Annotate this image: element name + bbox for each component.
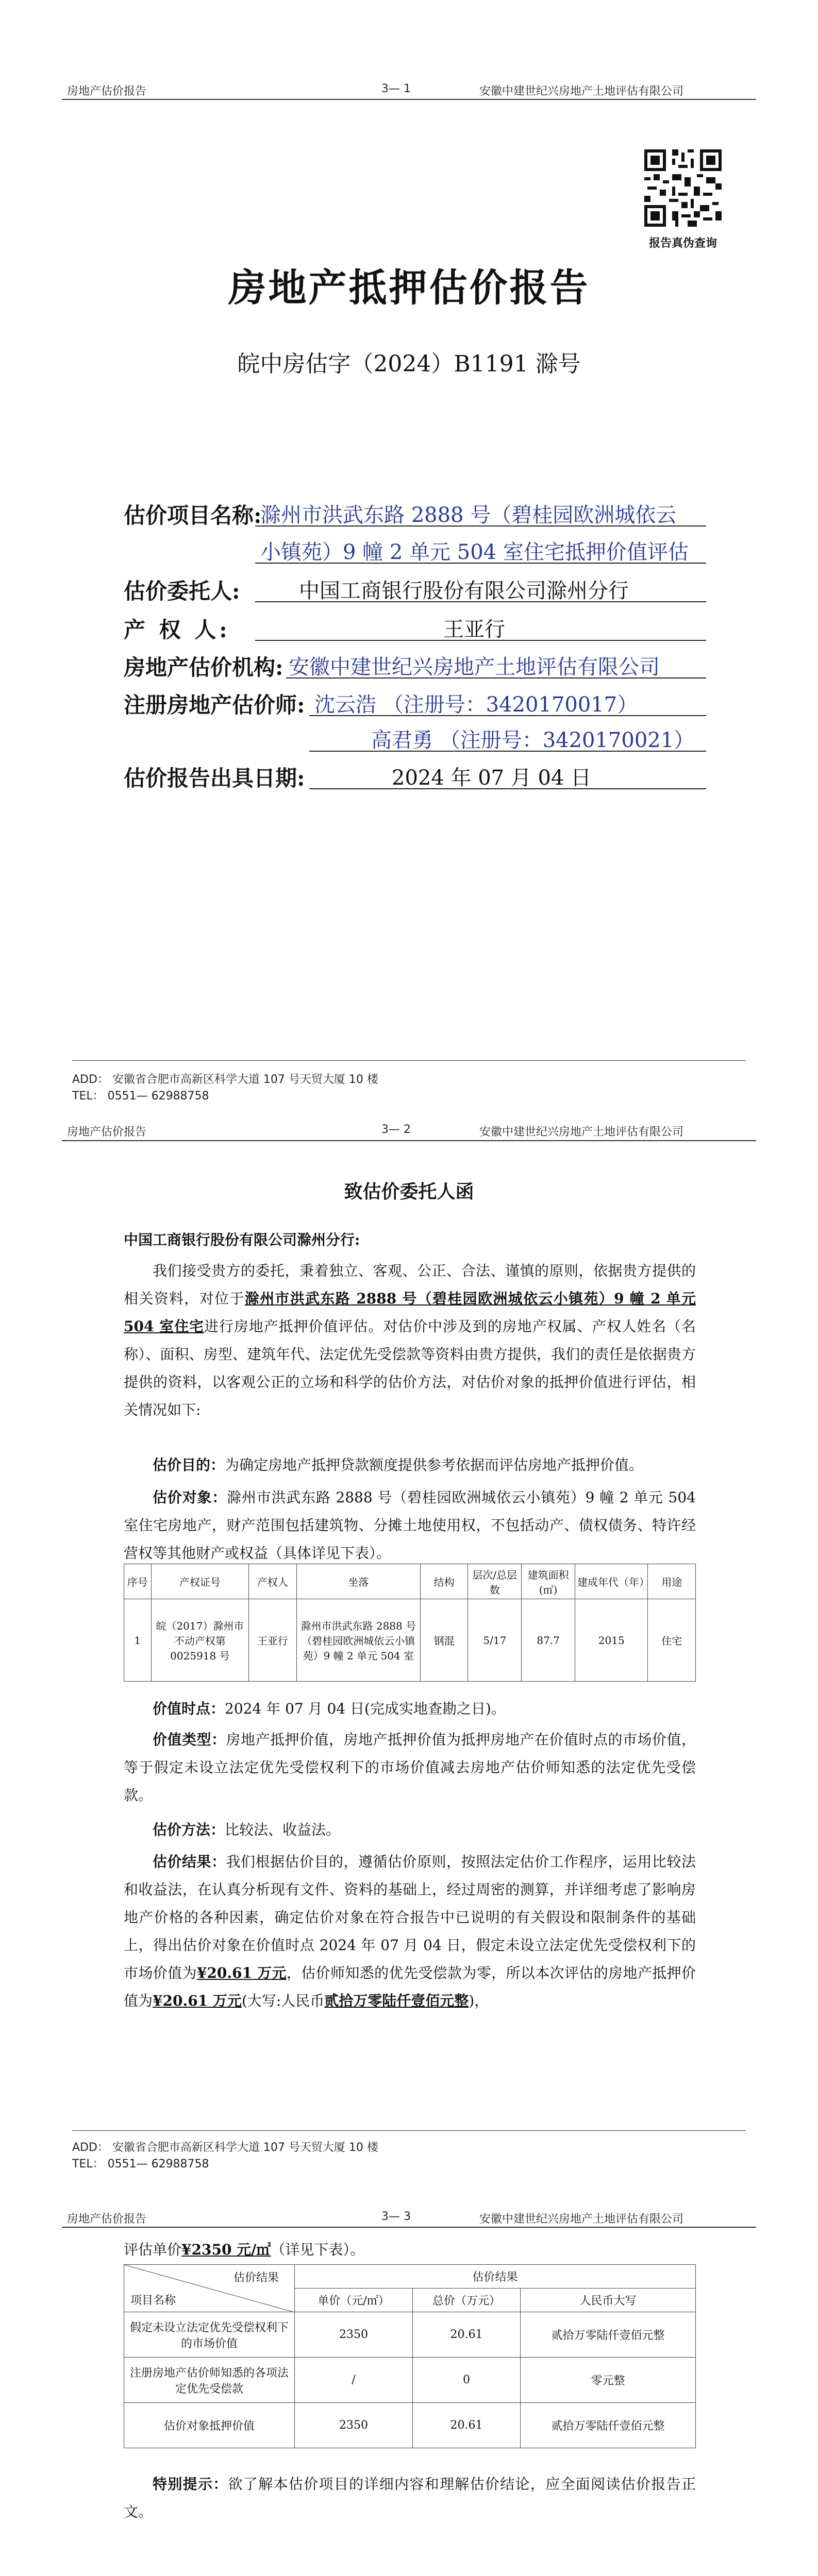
page-1: [0, 0, 818, 1103]
header-rule: [62, 2227, 756, 2228]
page-2: [0, 1100, 818, 2200]
page-number: 3— 3: [381, 2210, 411, 2223]
th-total-price: 总价（万元）: [413, 2289, 521, 2312]
th-use: 用途: [648, 1564, 696, 1599]
page-3: [0, 2200, 818, 2576]
footer-address: ADD： 安徽省合肥市高新区科学大道 107 号天贸大厦 10 楼: [72, 2141, 378, 2154]
cell-item: 估价对象抵押价值: [124, 2403, 295, 2448]
object-paragraph: [124, 1484, 696, 1567]
cell-floors: 5/17: [468, 1599, 522, 1682]
corner-bottom-label: 项目名称: [130, 2294, 176, 2307]
owner-label: 产 权 人:: [124, 617, 230, 642]
method-text: 比较法、收益法。: [225, 1821, 341, 1838]
agency-underline: [286, 677, 706, 679]
result-text-c: (大写:人民币: [241, 1992, 325, 2009]
table-row: [124, 1599, 696, 1682]
cell-total: 20.61: [413, 2403, 521, 2448]
p1-address: 滁州市洪武东路 2888 号（碧桂园欧洲城依云小镇苑）9 幢 2 单元 504 室住宅: [124, 1290, 696, 1335]
client-value: 中国工商银行股份有限公司滁州分行: [299, 579, 629, 603]
time-label: 价值时点：: [153, 1700, 225, 1717]
result-mortgage-value: ¥20.61 万元: [153, 1992, 242, 2009]
appraiser-underline-2: [309, 751, 706, 752]
method-label: 估价方法：: [153, 1821, 225, 1838]
project-line-2: 小镇苑）9 幢 2 单元 504 室住宅抵押价值评估: [260, 540, 689, 564]
header-left: 房地产估价报告: [67, 85, 147, 98]
th-location: 坐落: [296, 1564, 420, 1599]
page-number: 3— 2: [381, 1123, 411, 1136]
cell-structure: 钢混: [420, 1599, 468, 1682]
p1-text-a: 我们接受贵方的委托，秉着独立、客观、公正、合法、谨慎的原则，依据贵方提供的相关资料，对位于: [124, 1262, 696, 1307]
time-text: 2024 年 07 月 04 日(完成实地查勘之日)。: [225, 1700, 506, 1717]
th-index: 序号: [124, 1564, 152, 1599]
special-tip-text: 欲了解本估价项目的详细内容和理解估价结论，应全面阅读估价报告正文。: [124, 2476, 696, 2520]
cell-year: 2015: [575, 1599, 648, 1682]
corner-top-label: 估价结果: [233, 2272, 279, 2284]
header-rule: [62, 1140, 756, 1141]
cell-words: 零元整: [521, 2358, 696, 2403]
date-underline: [309, 788, 706, 789]
footer-rule: [72, 1060, 746, 1061]
result-label: 估价结果：: [153, 1853, 226, 1870]
qr-code[interactable]: [644, 149, 722, 227]
appraiser-underline-1: [309, 715, 706, 716]
th-year: 建成年代（年）: [575, 1564, 648, 1599]
th-unit-price: 单价（元/㎡）: [295, 2289, 413, 2312]
header-right: 安徽中建世纪兴房地产土地评估有限公司: [479, 85, 684, 98]
method-paragraph: [124, 1816, 696, 1844]
result-paragraph: [124, 1848, 696, 2015]
p1-text-c: 进行房地产抵押价值评估。对估价中涉及到的房地产权属、产权人姓名（名称）、面积、房型、建筑年代、法定优先受偿款等资料由贵方提供，我们的责任是依据贵方提供的资料，以客观公正的立场和科学的估价方法，对估价对象的抵押价值进行评估，相关情况如下:: [124, 1318, 696, 1418]
client-label: 估价委托人:: [124, 579, 240, 604]
th-floors: 层次/总层数: [468, 1564, 522, 1599]
unit-price-value: ¥2350 元/㎡: [181, 2241, 271, 2258]
cell-location: 滁州市洪武东路 2888 号（碧桂园欧洲城依云小镇苑）9 幢 2 单元 504 室: [296, 1599, 420, 1682]
special-tip-label: 特别提示：: [153, 2476, 228, 2493]
object-text: 滁州市洪武东路 2888 号（碧桂园欧洲城依云小镇苑）9 幢 2 单元 504 室住宅房地产，财产范围包括建筑物、分摊土地使用权，不包括动产、债权债务、特许经营权等其他财产或权益（具体详见下表）。: [124, 1489, 696, 1562]
appraiser-1: 沈云浩 （注册号：3420170017）: [314, 693, 638, 717]
cell-cert: 皖（2017）滁州市不动产权第0025918 号: [151, 1599, 249, 1682]
time-paragraph: [124, 1695, 696, 1723]
object-label: 估价对象：: [153, 1489, 227, 1506]
purpose-paragraph: [124, 1451, 696, 1479]
result-text-a: 我们根据估价目的，遵循估价原则，按照法定估价工作程序，运用比较法和收益法，在认真分析现有文件、资料的基础上，经过周密的测算，并详细考虑了影响房地产价格的各种因素，确定估价对象在符合报告中已说明的有关假设和限制条件的基础上，得出估价对象在价值时点 2024 年 07 月 04 日，假定未设立法定优先受偿权利下的市场价值为: [124, 1853, 696, 1981]
footer-tel: TEL： 0551— 62988758: [72, 2158, 209, 2171]
owner-underline: [255, 640, 706, 641]
th-rmb-words: 人民币大写: [521, 2289, 696, 2312]
cell-use: 住宅: [648, 1599, 696, 1682]
unit-price-label: 评估单价: [124, 2241, 182, 2258]
result-market-value: ¥20.61 万元: [196, 1964, 287, 1981]
cell-words: 贰拾万零陆仟壹佰元整: [521, 2403, 696, 2448]
unit-price-line: [124, 2239, 364, 2259]
cell-item: 注册房地产估价师知悉的各项法定优先受偿款: [124, 2358, 295, 2403]
cell-owner: 王亚行: [249, 1599, 296, 1682]
result-table-header-1: [124, 2265, 696, 2289]
agency-label: 房地产估价机构:: [124, 655, 283, 680]
result-table: [124, 2264, 696, 2448]
cell-total: 20.61: [413, 2312, 521, 2358]
client-underline: [255, 601, 706, 602]
special-tip: [124, 2470, 696, 2526]
header-rule: [62, 99, 756, 100]
table-row: [124, 2358, 696, 2403]
purpose-label: 估价目的：: [153, 1456, 225, 1473]
project-underline-1: [255, 526, 706, 527]
cell-unit: 2350: [295, 2312, 413, 2358]
letter-title: 致估价委托人函: [344, 1181, 474, 1202]
property-table: [124, 1564, 696, 1682]
qr-code-icon: [644, 149, 722, 227]
report-title: 房地产抵押估价报告: [228, 266, 590, 310]
table-row: [124, 2403, 696, 2448]
agency-value: 安徽中建世纪兴房地产土地评估有限公司: [289, 655, 660, 679]
property-table-header: [124, 1564, 696, 1599]
result-value-words: 贰拾万零陆仟壹佰元整: [324, 1992, 469, 2009]
project-underline-2: [255, 563, 706, 564]
unit-price-note: （详见下表）。: [271, 2241, 365, 2258]
cell-item: 假定未设立法定优先受偿权利下的市场价值: [124, 2312, 295, 2358]
th-area: 建筑面积(㎡): [522, 1564, 575, 1599]
footer-address: ADD： 安徽省合肥市高新区科学大道 107 号天贸大厦 10 楼: [72, 1073, 378, 1086]
type-paragraph: [124, 1726, 696, 1809]
th-structure: 结构: [420, 1564, 468, 1599]
header-left: 房地产估价报告: [67, 2213, 147, 2226]
purpose-text: 为确定房地产抵押贷款额度提供参考依据而评估房地产抵押价值。: [225, 1456, 644, 1473]
result-text-b: ，估价师知悉的优先受偿款为零，所以本次评估的房地产抵押价值为: [124, 1964, 696, 2009]
header-left: 房地产估价报告: [67, 1126, 147, 1139]
cell-index: 1: [124, 1599, 152, 1682]
cell-total: 0: [413, 2358, 521, 2403]
type-label: 价值类型：: [153, 1731, 226, 1748]
page-footer: [72, 2140, 378, 2173]
result-text-d: )，: [469, 1992, 489, 2009]
table-row: [124, 2312, 696, 2358]
th-owner: 产权人: [249, 1564, 296, 1599]
cell-unit: /: [295, 2358, 413, 2403]
date-value: 2024 年 07 月 04 日: [392, 766, 592, 790]
cell-words: 贰拾万零陆仟壹佰元整: [521, 2312, 696, 2358]
header-right: 安徽中建世纪兴房地产土地评估有限公司: [479, 2213, 684, 2226]
page-number: 3— 1: [381, 82, 411, 95]
report-number: 皖中房估字（2024）B1191 滁号: [237, 351, 581, 377]
date-label: 估价报告出具日期:: [124, 766, 305, 791]
result-group-header: 估价结果: [295, 2265, 696, 2289]
letter-paragraph-1: [124, 1257, 696, 1424]
project-label: 估价项目名称:: [124, 503, 262, 528]
result-table-corner: [124, 2265, 295, 2312]
cell-unit: 2350: [295, 2403, 413, 2448]
appraiser-2: 高君勇 （注册号：3420170021）: [371, 728, 695, 752]
owner-value: 王亚行: [443, 618, 505, 641]
footer-rule: [72, 2130, 746, 2131]
type-text: 房地产抵押价值，房地产抵押价值为抵押房地产在价值时点的市场价值，等于假定未设立法定优先受偿权利下的市场价值减去房地产估价师知悉的法定优先受偿款。: [124, 1731, 696, 1804]
letter-addressee: 中国工商银行股份有限公司滁州分行:: [124, 1231, 360, 1248]
project-line-1: 滁州市洪武东路 2888 号（碧桂园欧洲城依云: [260, 503, 677, 527]
footer-tel: TEL： 0551— 62988758: [72, 1090, 209, 1103]
qr-caption: 报告真伪查询: [648, 237, 717, 250]
appraiser-label: 注册房地产估价师:: [124, 692, 305, 718]
header-right: 安徽中建世纪兴房地产土地评估有限公司: [479, 1126, 684, 1139]
th-cert: 产权证号: [151, 1564, 249, 1599]
cell-area: 87.7: [522, 1599, 575, 1682]
